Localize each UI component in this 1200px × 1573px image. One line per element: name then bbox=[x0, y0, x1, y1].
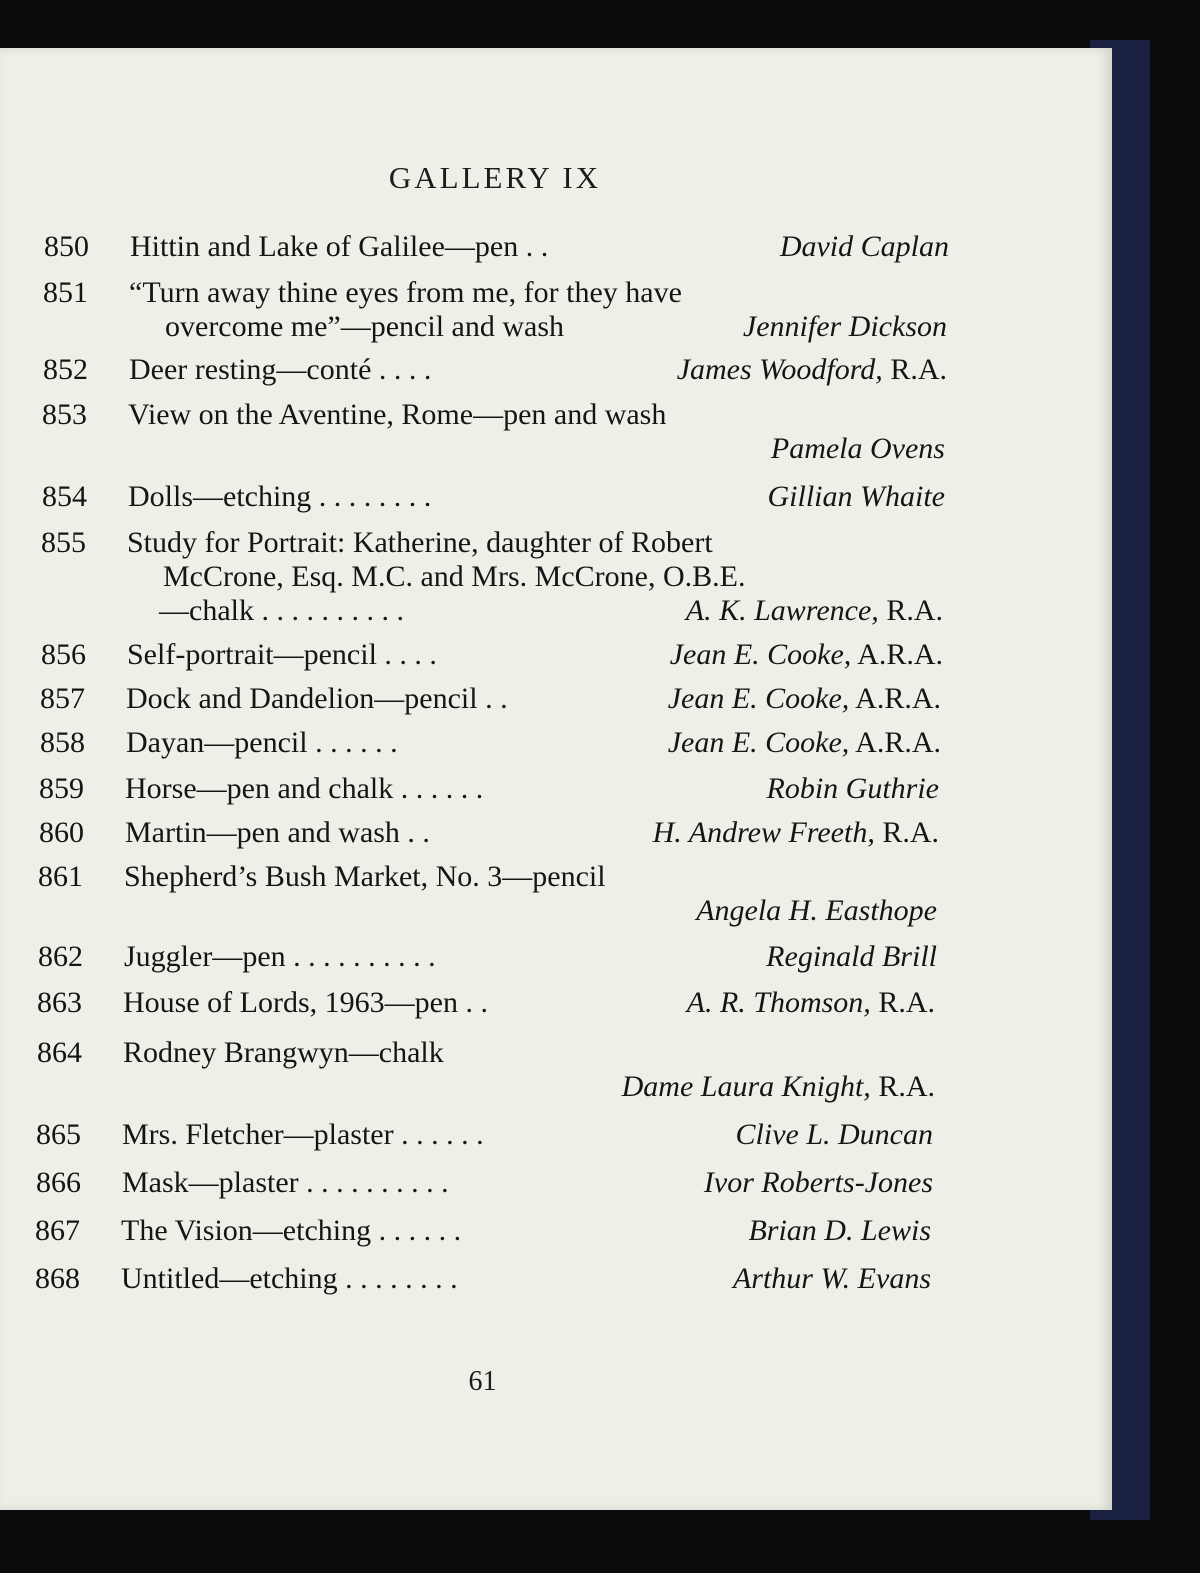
catalogue-entry bbox=[42, 480, 945, 520]
artist-name bbox=[771, 432, 945, 466]
entry-title-line: Rodney Brangwyn—chalk bbox=[123, 1036, 444, 1069]
artist-name-text: A. K. Lawrence, bbox=[685, 594, 879, 627]
entry-title-line: The Vision—etching . . . . . . bbox=[121, 1214, 462, 1247]
artist-name-text: H. Andrew Freeth, bbox=[652, 816, 875, 849]
catalogue-entry bbox=[41, 638, 943, 678]
entry-number: 865 bbox=[36, 1118, 81, 1151]
artist-name-text: Pamela Ovens bbox=[770, 432, 945, 465]
artist-name-text: Jean E. Cooke, bbox=[667, 682, 850, 715]
artist-name-text: Jean E. Cooke, bbox=[669, 638, 852, 671]
entry-number: 861 bbox=[38, 860, 83, 893]
gallery-title: GALLERY IX bbox=[388, 160, 602, 195]
entry-number: 857 bbox=[40, 682, 85, 715]
entry-title-line: McCrone, Esq. M.C. and Mrs. McCrone, O.B.E. bbox=[163, 560, 746, 593]
entry-title-line: House of Lords, 1963—pen . . bbox=[123, 986, 488, 1019]
artist-name bbox=[733, 1262, 931, 1296]
artist-name-text: Jennifer Dickson bbox=[742, 310, 947, 343]
entry-title-line: Martin—pen and wash . . bbox=[125, 816, 430, 849]
artist-name bbox=[668, 682, 941, 716]
catalogue-entry bbox=[38, 860, 937, 934]
entry-number: 868 bbox=[35, 1262, 80, 1295]
artist-name-text: Gillian Whaite bbox=[767, 480, 945, 513]
entry-title-line: overcome me”—pencil and wash bbox=[165, 310, 565, 343]
artist-rank: R.A. bbox=[870, 1070, 935, 1103]
artist-name bbox=[736, 1118, 933, 1152]
artist-name-text: Clive L. Duncan bbox=[735, 1118, 933, 1151]
artist-name bbox=[653, 816, 939, 850]
catalogue-entry bbox=[44, 230, 949, 270]
entry-number: 850 bbox=[44, 230, 89, 263]
artist-rank: A.R.A. bbox=[851, 638, 943, 671]
entry-title-line: View on the Aventine, Rome—pen and wash bbox=[128, 398, 667, 431]
entry-title-line: Study for Portrait: Katherine, daughter of Robert bbox=[127, 526, 713, 559]
entry-number: 851 bbox=[43, 276, 88, 309]
entry-number: 862 bbox=[38, 940, 83, 973]
artist-name bbox=[670, 638, 943, 672]
page-number: 61 bbox=[468, 1366, 497, 1397]
artist-name-text: Reginald Brill bbox=[766, 940, 937, 973]
artist-name-text: Angela H. Easthope bbox=[696, 894, 937, 927]
catalogue-entry bbox=[42, 398, 945, 472]
artist-name-text: A. R. Thomson, bbox=[686, 986, 871, 1019]
artist-name-text: David Caplan bbox=[779, 230, 949, 263]
artist-name bbox=[780, 230, 949, 264]
artist-name bbox=[768, 480, 945, 514]
entry-number: 859 bbox=[39, 772, 84, 805]
entry-title-line: Juggler—pen . . . . . . . . . . bbox=[124, 940, 436, 973]
entry-number: 856 bbox=[41, 638, 86, 671]
artist-name-text: Dame Laura Knight, bbox=[621, 1070, 871, 1103]
catalogue-entry bbox=[41, 526, 943, 634]
catalogue-entry bbox=[36, 1166, 933, 1206]
entry-number: 867 bbox=[35, 1214, 80, 1247]
catalogue-entry bbox=[40, 726, 941, 766]
artist-name bbox=[766, 940, 937, 974]
artist-rank: R.A. bbox=[874, 816, 939, 849]
entry-title-line: Horse—pen and chalk . . . . . . bbox=[125, 772, 484, 805]
artist-name bbox=[748, 1214, 931, 1248]
catalogue-entry bbox=[39, 772, 939, 812]
entry-number: 864 bbox=[37, 1036, 82, 1069]
entry-number: 860 bbox=[39, 816, 84, 849]
entry-title-line: “Turn away thine eyes from me, for they have bbox=[129, 276, 682, 309]
catalogue-entry bbox=[37, 1036, 935, 1110]
artist-rank: R.A. bbox=[870, 986, 935, 1019]
entry-title-line: Shepherd’s Bush Market, No. 3—pencil bbox=[124, 860, 606, 893]
catalogue-entry bbox=[37, 986, 935, 1026]
artist-name-text: Brian D. Lewis bbox=[748, 1214, 931, 1247]
catalogue-entry bbox=[38, 940, 937, 980]
entry-number: 863 bbox=[37, 986, 82, 1019]
artist-name bbox=[622, 1070, 935, 1104]
entry-number: 858 bbox=[40, 726, 85, 759]
entry-number: 855 bbox=[41, 526, 86, 559]
catalogue-entry bbox=[40, 682, 941, 722]
entry-title-line: —chalk . . . . . . . . . . bbox=[159, 594, 404, 627]
catalogue-entry bbox=[35, 1214, 931, 1254]
artist-name bbox=[686, 594, 943, 628]
artist-name-text: Arthur W. Evans bbox=[732, 1262, 931, 1295]
catalogue-page bbox=[0, 48, 1112, 1510]
artist-rank: A.R.A. bbox=[849, 682, 941, 715]
artist-name bbox=[677, 353, 947, 387]
artist-rank: R.A. bbox=[882, 353, 947, 386]
catalogue-entry bbox=[35, 1262, 931, 1302]
entry-title-line: Dolls—etching . . . . . . . . bbox=[128, 480, 432, 513]
artist-name bbox=[704, 1166, 933, 1200]
entry-title-line: Dayan—pencil . . . . . . bbox=[126, 726, 398, 759]
entry-title-line: Hittin and Lake of Galilee—pen . . bbox=[130, 230, 549, 263]
entry-number: 866 bbox=[36, 1166, 81, 1199]
artist-rank: A.R.A. bbox=[849, 726, 941, 759]
artist-name bbox=[743, 310, 947, 344]
artist-name-text: Robin Guthrie bbox=[766, 772, 939, 805]
artist-rank: R.A. bbox=[878, 594, 943, 627]
catalogue-entry bbox=[39, 816, 939, 856]
catalogue-entry bbox=[43, 353, 947, 393]
artist-name bbox=[668, 726, 941, 760]
entry-title-line: Mrs. Fletcher—plaster . . . . . . bbox=[122, 1118, 484, 1151]
catalogue-entry bbox=[43, 276, 947, 350]
entry-number: 854 bbox=[42, 480, 87, 513]
artist-name bbox=[696, 894, 937, 928]
entry-number: 853 bbox=[42, 398, 87, 431]
artist-name bbox=[687, 986, 935, 1020]
artist-name-text: Jean E. Cooke, bbox=[667, 726, 850, 759]
artist-name-text: James Woodford, bbox=[676, 353, 883, 386]
entry-title-line: Self-portrait—pencil . . . . bbox=[127, 638, 437, 671]
entry-title-line: Dock and Dandelion—pencil . . bbox=[126, 682, 508, 715]
entry-number: 852 bbox=[43, 353, 88, 386]
artist-name bbox=[767, 772, 940, 806]
artist-name-text: Ivor Roberts-Jones bbox=[703, 1166, 933, 1199]
entry-title-line: Mask—plaster . . . . . . . . . . bbox=[122, 1166, 449, 1199]
entry-title-line: Untitled—etching . . . . . . . . bbox=[121, 1262, 458, 1295]
catalogue-entry bbox=[36, 1118, 933, 1158]
entry-title-line: Deer resting—conté . . . . bbox=[129, 353, 432, 386]
